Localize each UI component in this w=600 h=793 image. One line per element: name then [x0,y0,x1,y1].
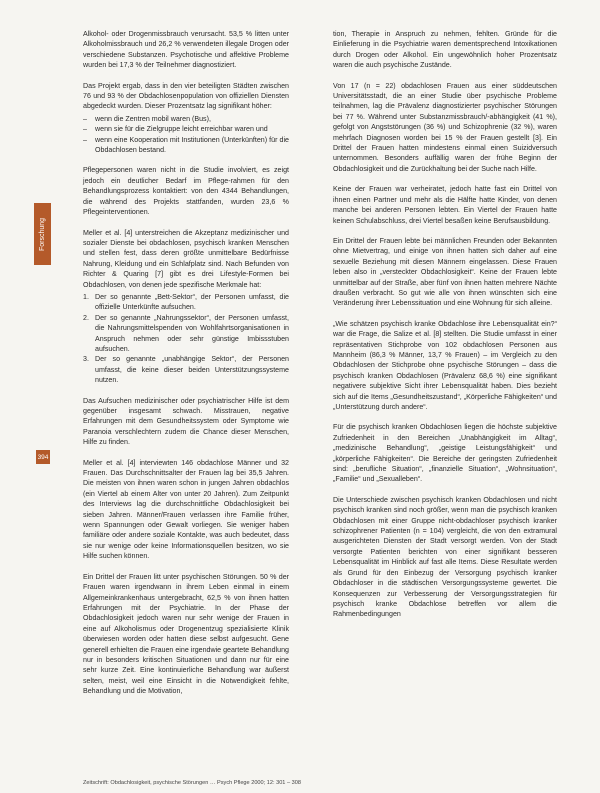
bullet-list [83,114,289,156]
paragraph: Das Aufsuchen medizinischer oder psychiatrischer Hilfe ist dem gegenüber insgesamt schwach. Misstrauen, negative Erfahrungen mit dem Gesundheitssystem oder Symptome wie Paranoia verschlechtern zudem die Chance dieser Menschen, Hilfe zu finden. [83,396,289,447]
paragraph: tion, Therapie in Anspruch zu nehmen, fehlten. Gründe für die Einlieferung in die Psychiatrie waren dementsprechend Intoxikationen durch Drogen oder Alkohol. Ein ungewöhnlich hoher Prozentsatz waren die auch psychische Zustände. [333,30,557,70]
paragraph: Ein Drittel der Frauen lebte bei männlichen Freunden oder Bekannten ohne Mietvertrag, und einige von ihnen hatten sich daher auf eine sexuelle Beziehung mit diesen Männern eingelassen. Diese Frauen leben also in „versteckter Obdachlosigkeit“. Keine der Frauen lebte unmittelbar auf der Straße, aber fünf von ihnen hatten mehrere Nächte draußen verbracht. So gut wie alle von ihnen wünschten sich eine Veränderung ihrer Lebenssituation und eine Wohnung für sich alleine. [333,236,557,308]
paragraph: Das Projekt ergab, dass in den vier beteiligten Städten zwischen 76 und 93 % der Obdachlosenpopulation von offiziellen Diensten abgedeckt wurden. Dieser Prozentsatz lag signifikant höher: [83,81,289,111]
paragraph: Für die psychisch kranken Obdachlosen liegen die höchste subjektive Zufriedenheit in den Bereichen „Unabhängigkeit im Alltag“, „medizinische Behandlung“, „geistige Leistungsfähigkeit“ und „körperliche Fähigkeiten“. Die Bereiche der geringsten Zufriedenheit sind: „berufliche Situation“, „finanzielle Situation“, „Wohnsituation“, „Familie“ und „Sexualleben“. [333,423,557,484]
list-item: – wenn sie für die Zielgruppe leicht erreichbar waren und [83,125,268,134]
paragraph: „Wie schätzen psychisch kranke Obdachlose ihre Lebensqualität ein?“ war die Frage, die Salize et al. [8] stellten. Die Studie umfasst in einer repräsentativen Stichprobe von 102 obdachlosen Personen aus Mannheim (86,3 % Männer, 13,7 % Frauen) – im Vergleich zu den Obdachlosen der Stichprobe ohne psychische Störungen – dass die psychisch kranken Obdachlosen (Prävalenz 68,6 %) eine signifikant negativere subjektive Sicht ihrer Lebensqualität haben. Dies bezieht sich auf die Items „Gesundheitszustand“, „Körperliche Fähigkeiten“ und „Unterstützung durch andere“. [333,319,557,411]
paragraph: Keine der Frauen war verheiratet, jedoch hatte fast ein Drittel von ihnen einen Partner und mehr als die Hälfte hatte Kinder, von denen manche bei anderen Personen lebten. Ein Viertel der Frauen hatte keinen Schulabschluss, drei Viertel besaßen keine Berufsausbildung. [333,185,557,225]
paragraph: Pflegepersonen waren nicht in die Studie involviert, es zeigt jedoch ein deutlicher Bedarf im Pflege-rahmen für den Behandlungsprozess kontaktiert: von den 4344 Behandlungen, die während des Projekts stattfanden, wurden 23,6 % Pflegeinterventionen. [83,166,289,217]
list-item: 1. Der so genannte „Bett-Sektor“, der Personen umfasst, die offizielle Unterkünfte aufsuchen. [83,292,289,312]
paragraph: Die Unterschiede zwischen psychisch kranken Obdachlosen und nicht psychisch kranken sind noch größer, wenn man die psychisch kranken Obdachlosen mit einer Gruppe nicht-obdachloser psychisch kranker schizophrener Patienten (n = 104) vergleicht, die von den extramural ausgerichteten Diensten der Stadt versorgt werden. Von der Stadt versorgte Patienten berichten von einer signifikant besseren Lebensqualität im Hinblick auf fast alle Items. Diese Resultate werden als Grund für den Einbezug der Versorgung psychisch kranker Obdachloser in die städtischen Versorgungssysteme gewertet. Die Konsequenzen zur Verbesserung der Versorgungsstrategien für psychisch kranke Obdachlose betreffen vor allem die Rahmenbedingungen [333,495,557,619]
section-tab-label: Forschung [39,217,47,251]
paragraph: Meller et al. [4] interviewten 146 obdachlose Männer und 32 Frauen. Das Durchschnittsalter der Frauen lag bei 35,5 Jahren. Die meisten von ihnen waren schon in jungen Jahren obdachlos (ein Viertel ab einem Alter von unter 20 Jahren). Zum Zeitpunkt des Interviews lag die durchschnittliche Obdachlosigkeit bei sieben Jahren. Männer/Frauen verlassen ihre Familie früher, wenn Spannungen oder Gewalt vorliegen. Sie weniger haben familiäre oder andere soziale Kontakte, was auch bedeutet, dass sie nur wenige oder keine Informationsquellen besitzen, wo sie Hilfe suchen können. [83,458,289,561]
paragraph: Meller et al. [4] unterstreichen die Akzeptanz medizinischer und sozialer Dienste bei obdachlosen, psychisch kranken Menschen und stellen fest, dass deren größte unmittelbare Bedürfnisse Nahrung, Kleidung und ein Schlafplatz sind. Nach Befunden von Richter & Quaring [7] gibt es drei Lifestyle-Formen bei Obdachlosen, von denen jede spezifische Merkmale hat: [83,228,289,289]
list-item: – wenn die Zentren mobil waren (Bus), [83,114,211,123]
list-item: 3. Der so genannte „unabhängige Sektor“, der Personen umfasst, die keine dieser beiden Unterstützungssysteme nutzen. [83,355,289,385]
paragraph: Alkohol- oder Drogenmissbrauch verursacht. 53,5 % litten unter Alkoholmissbrauch und 26,2 % verwendeten illegale Drogen oder verschiedene Substanzen. Psychotische und affektive Probleme wurden bei 17,3 % der Teilnehmer diagnostiziert. [83,30,289,70]
paragraph: Ein Drittel der Frauen litt unter psychischen Störungen. 50 % der Frauen waren irgendwann in ihrem Leben einmal in einem Allgemeinkrankenhaus untergebracht, 62,5 % von ihnen hatten Erfahrungen mit der Psychiatrie. In der Phase der Obdachlosigkeit jedoch waren nur sehr wenige der Frauen in eine auf Alkoholismus oder Drogenentzug spezialisierte Klinik überwiesen worden oder hatten diese selbst aufgesucht. Gene generell erhielten die Frauen eine irgendwie geartete Behandlung nur in besonders kritischen Situationen und dann nur für eine sehr kurze Zeit. Eine kontinuierliche Behandlung war äußerst selten, meist, weil eine Einsicht in die Notwendigkeit fehlte, Behandlung und die Motivation, [83,572,289,696]
paragraph: Von 17 (n = 22) obdachlosen Frauen aus einer süddeutschen Universitätsstadt, die an einer Studie über psychische Probleme teilnahmen, lag die Prävalenz diagnostizierter psychischer Störungen bei 77 %. Während unter Substanzmissbrauch/-abhängigkeit (41 %), gefolgt von Angststörungen (36 %) und Schizophrenie (32 %), waren mehrfach Diagnosen worden bei 15 % der Frauen gestellt [3]. Ein Drittel der Frauen hatten mindestens einmal einen Suizidversuch unternommen. Besonders auffällig waren der frühe Beginn der Obdachlosigkeit und die Zurückhaltung bei der Suche nach Hilfe. [333,81,557,173]
list-item: – wenn eine Kooperation mit Institutionen (Unterkünften) für die Obdachlosen bestand. [83,135,289,155]
section-tab [34,203,51,265]
left-column [83,29,289,707]
numbered-list [83,292,289,386]
page-number: 394 [36,450,50,464]
list-item: 2. Der so genannte „Nahrungssektor“, der Personen umfasst, die Nahrungsmittelspenden von Wohlfahrtsorganisationen in Anspruch nehmen oder sehr günstige Imbissstuben aufsuchen. [83,313,289,353]
right-column [333,29,557,630]
page-footer: Zeitschrift: Obdachlosigkeit, psychische Störungen … Psych Pflege 2000; 12: 301 – 308 [83,780,301,786]
